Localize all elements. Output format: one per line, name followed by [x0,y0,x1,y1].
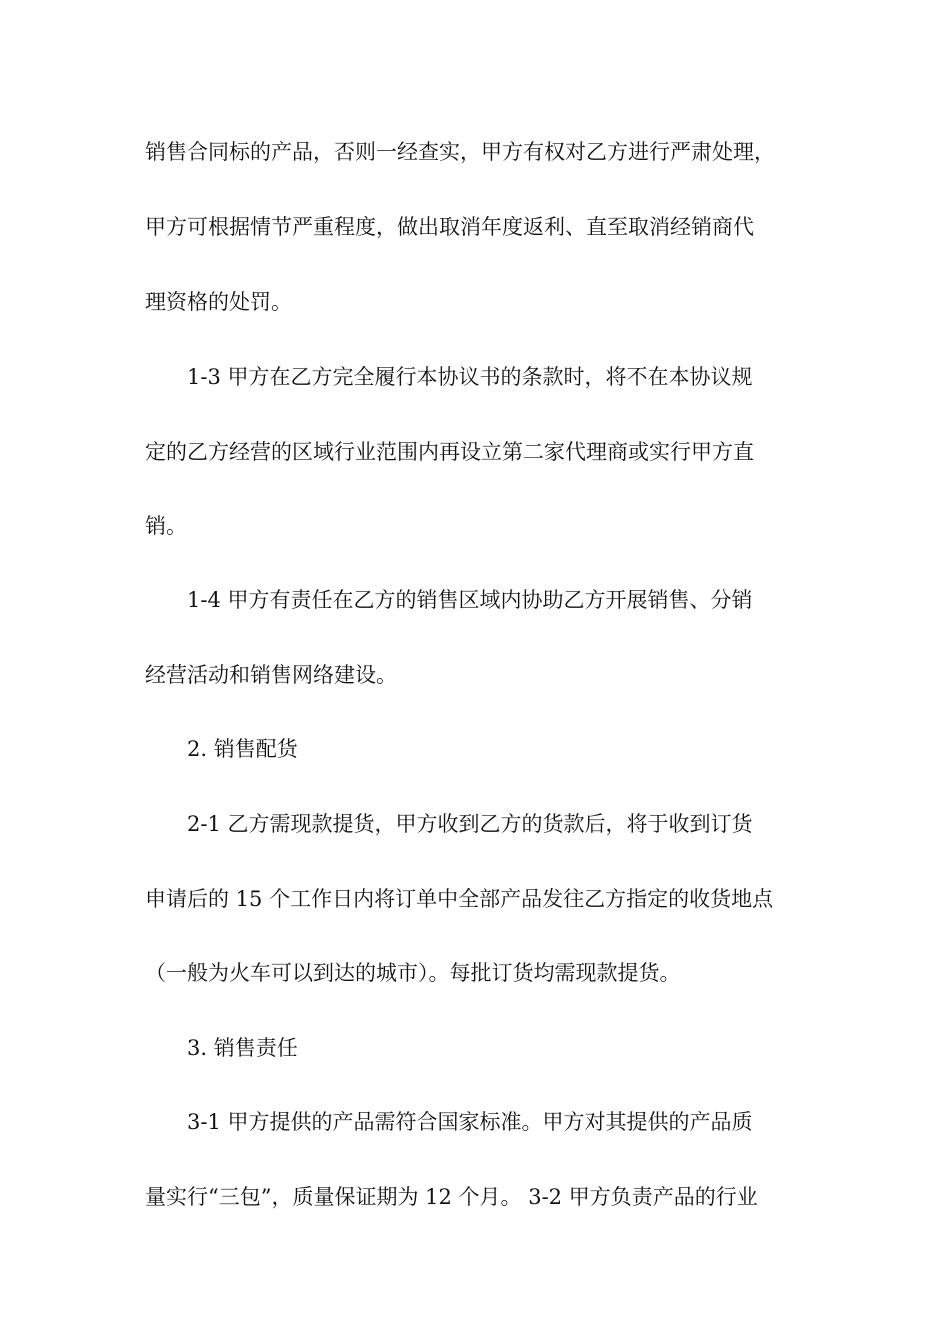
section-heading-3: 3. 销售责任 [187,1036,298,1060]
paragraph-1-4-start: 1-4 甲方有责任在乙方的销售区域内协助乙方开展销售、分销 [187,588,753,612]
text-line: （一般为火车可以到达的城市）。每批订货均需现款提货。 [145,961,681,985]
text-line: 销售合同标的产品，否则一经查实，甲方有权对乙方进行严肃处理， [145,140,775,164]
text-line: 甲方可根据情节严重程度，做出取消年度返利、直至取消经销商代 [145,215,754,239]
section-heading-2: 2. 销售配货 [187,737,298,761]
text-line: 销。 [145,514,187,538]
text-line: 理资格的处罚。 [145,290,292,314]
text-line: 申请后的 15 个工作日内将订单中全部产品发往乙方指定的收货地点 [145,887,774,911]
paragraph-2-1-start: 2-1 乙方需现款提货，甲方收到乙方的货款后，将于收到订货 [187,812,753,836]
paragraph-1-3-start: 1-3 甲方在乙方完全履行本协议书的条款时，将不在本协议规 [187,365,753,389]
paragraph-3-1-start: 3-1 甲方提供的产品需符合国家标准。甲方对其提供的产品质 [187,1110,753,1134]
text-line: 量实行“三包”，质量保证期为 12 个月。 3-2 甲方负责产品的行业 [145,1185,758,1209]
text-line: 定的乙方经营的区域行业范围内再设立第二家代理商或实行甲方直 [145,440,754,464]
text-line: 经营活动和销售网络建设。 [145,663,397,687]
